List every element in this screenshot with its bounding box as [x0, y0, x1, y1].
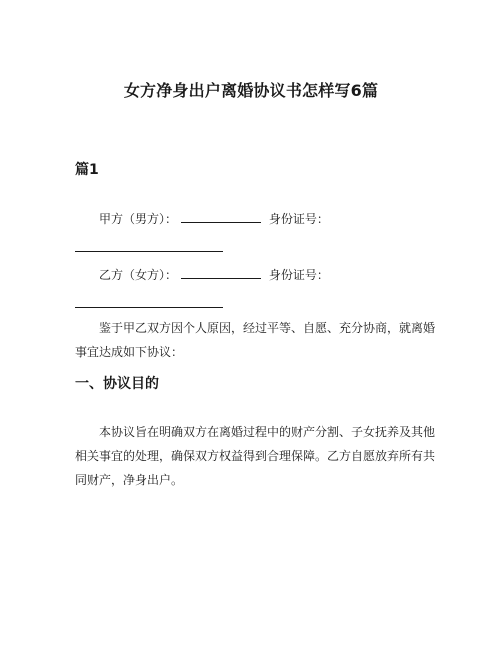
- party-b-id-label: 身份证号：: [268, 268, 329, 282]
- party-b-id-blank[interactable]: [75, 287, 223, 308]
- party-a-name-blank[interactable]: [181, 210, 261, 223]
- goal-paragraph: [75, 420, 437, 492]
- goal-line-1: 本协议旨在明确双方在离婚过程中的财产分割、子女抚养及其他: [99, 425, 436, 439]
- preamble-line-1: 鉴于甲乙双方因个人原因，经过平等、自愿、充分协商，就离婚: [99, 321, 436, 335]
- preamble-line-2: 事宜达成如下协议：: [75, 345, 184, 359]
- party-a-block: [75, 207, 437, 252]
- section-heading-goal: 一、协议目的: [75, 376, 159, 392]
- party-b-name-blank[interactable]: [181, 266, 261, 279]
- section-heading-pian1: 篇1: [75, 162, 99, 178]
- document-title: 女方净身出户离婚协议书怎样写6篇: [123, 81, 379, 100]
- goal-line-2: 相关事宜的处理，确保双方权益得到合理保障。乙方自愿放弃所有共: [75, 449, 436, 463]
- party-b-block: [75, 263, 437, 308]
- party-b-line: [75, 263, 437, 287]
- party-a-id-blank[interactable]: [75, 231, 223, 252]
- preamble-paragraph: [75, 316, 437, 364]
- party-a-line: [75, 207, 437, 231]
- party-a-id-label: 身份证号：: [268, 212, 329, 226]
- goal-line-3: 同财产，净身出户。: [75, 473, 184, 487]
- party-b-label: 乙方（女方）：: [99, 268, 178, 282]
- party-a-label: 甲方（男方）：: [99, 212, 178, 226]
